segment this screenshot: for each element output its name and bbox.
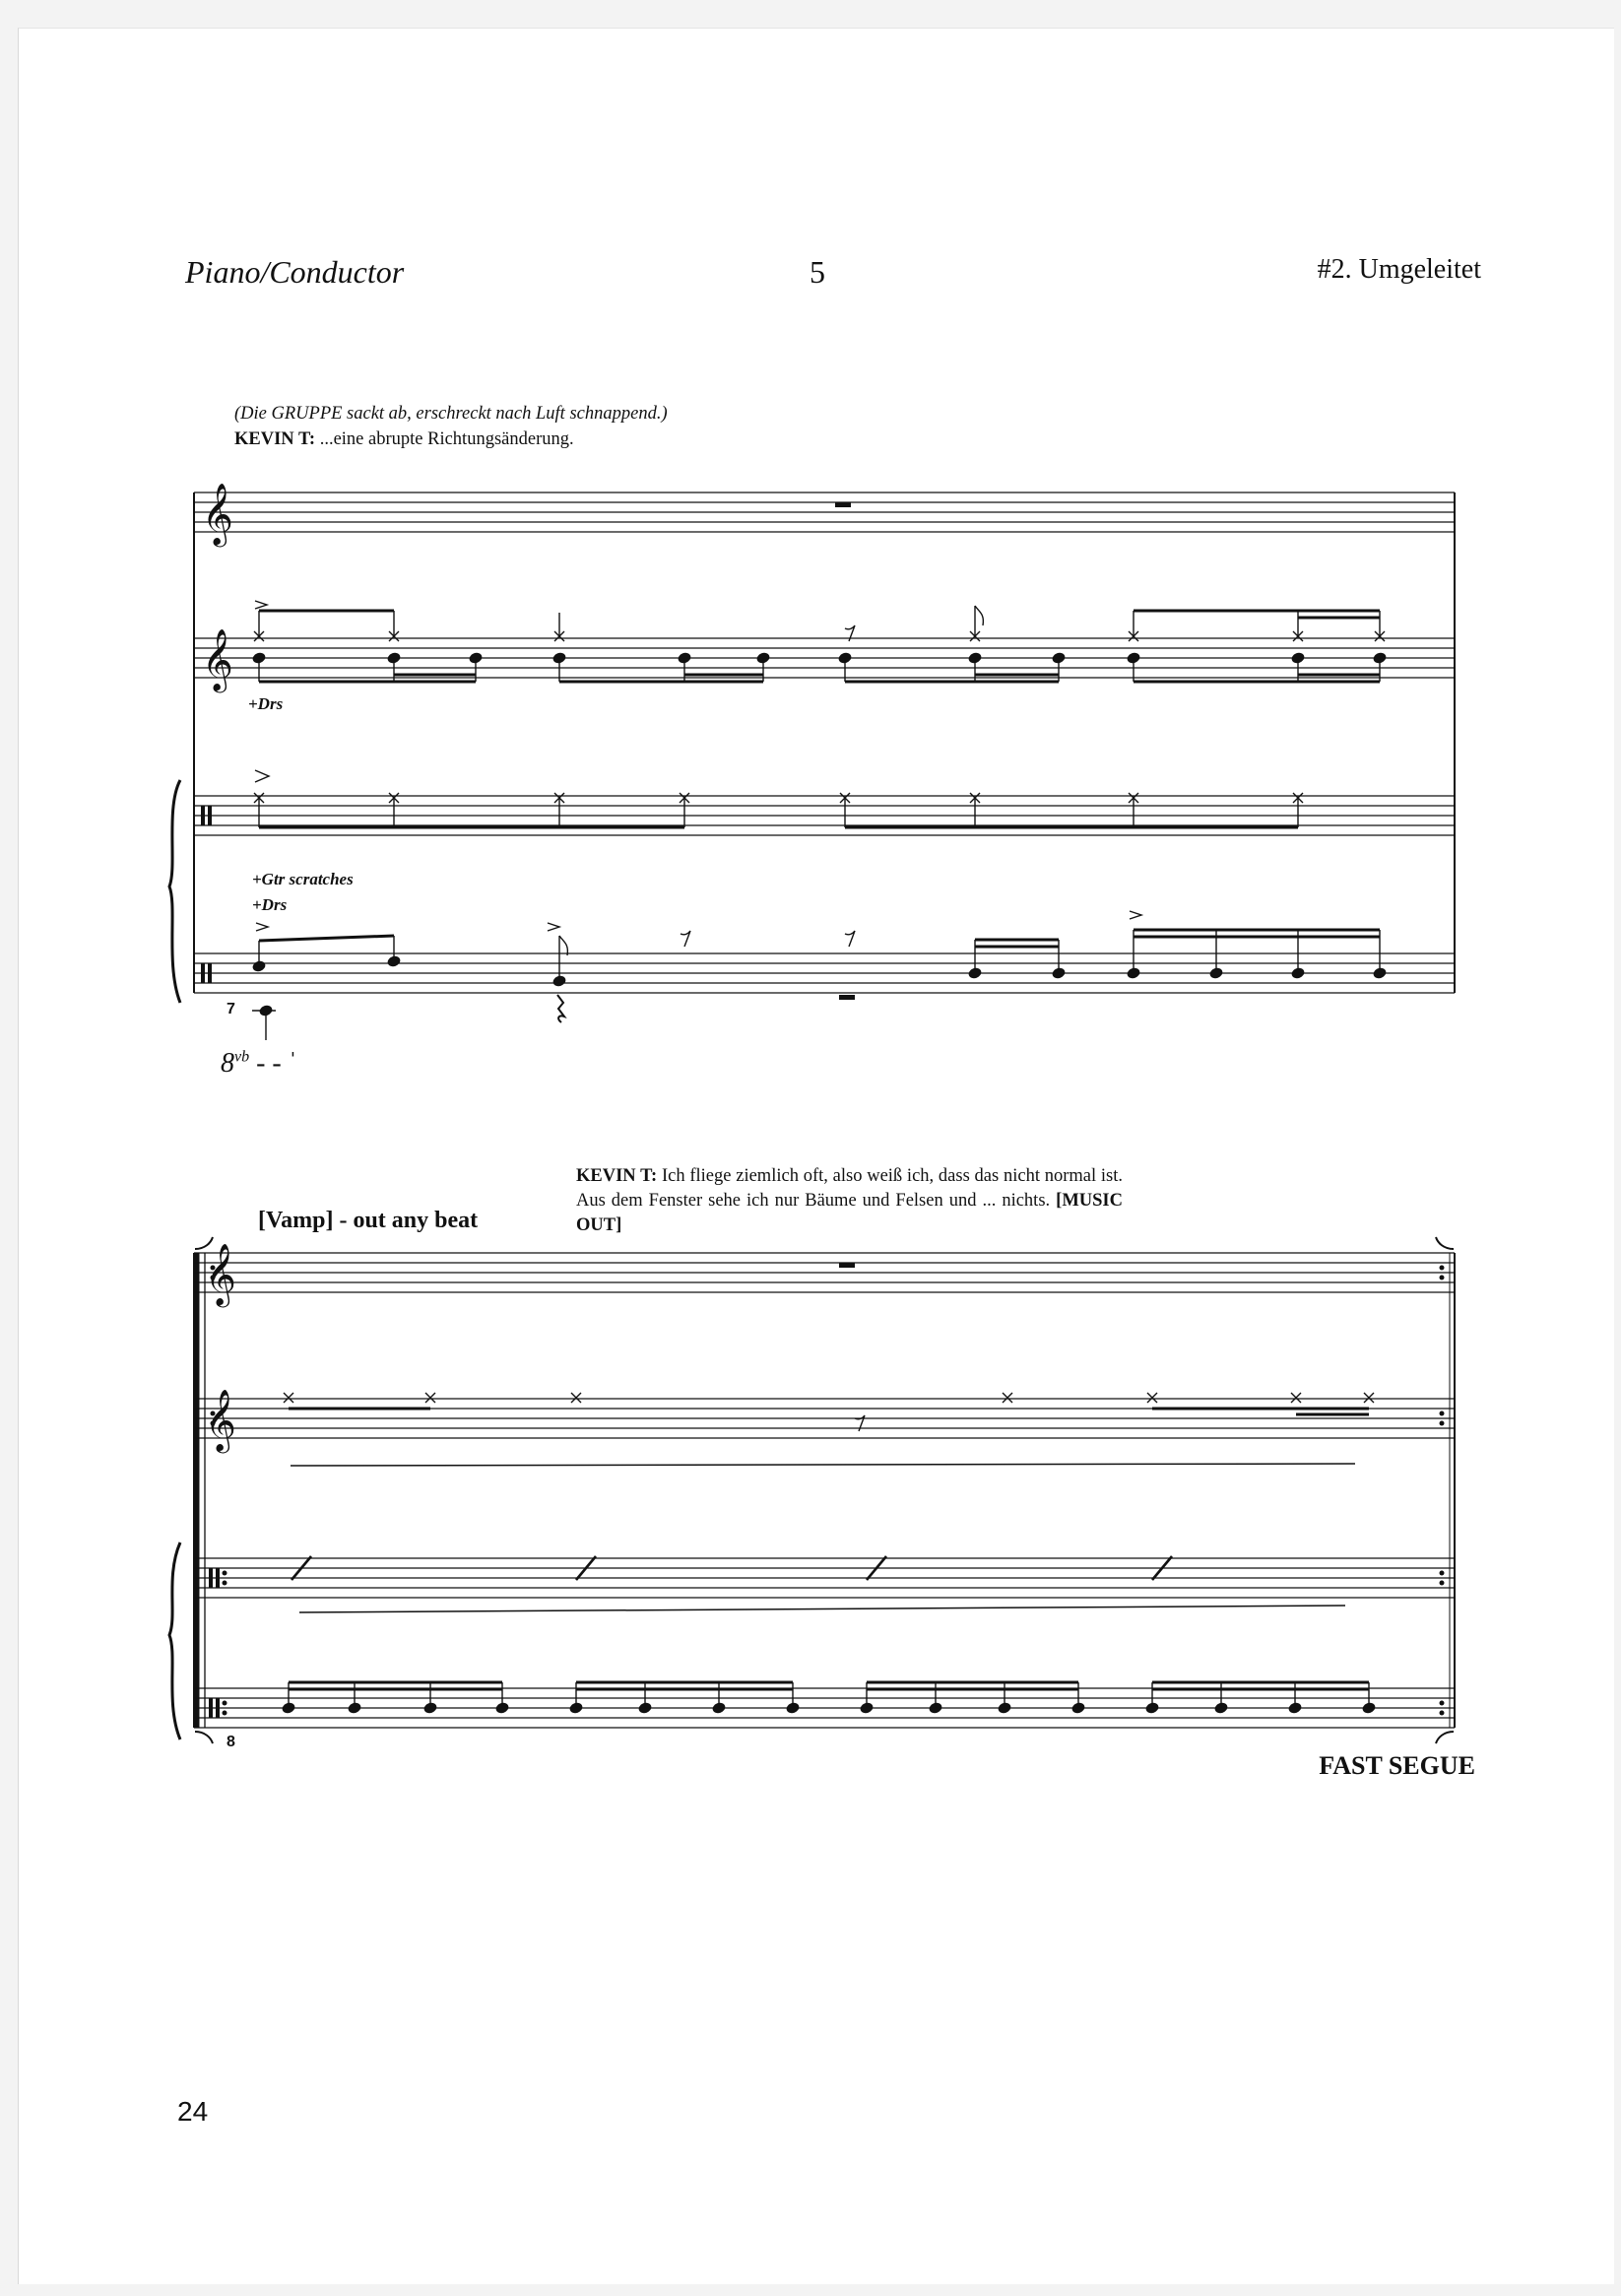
- music-cue: [MUSIC OUT]: [576, 1191, 1123, 1235]
- treble-clef-icon: 𝄞: [205, 1389, 236, 1451]
- treble-clef-icon: 𝄞: [202, 483, 233, 545]
- notehead: [1291, 967, 1305, 980]
- treble-clef-icon: 𝄞: [202, 628, 233, 690]
- notehead: [1052, 967, 1066, 980]
- staff-2-lines: [194, 638, 1455, 678]
- speaker-name: KEVIN T:: [576, 1166, 658, 1186]
- part-title: Piano/Conductor: [185, 254, 405, 290]
- treble-clef-icon: 𝄞: [205, 1243, 236, 1305]
- guitar-instruction: +Gtr scratches: [252, 870, 354, 888]
- tempo-marking: [Vamp] - out any beat: [258, 1208, 479, 1233]
- page-number: 5: [810, 254, 825, 290]
- notehead: [1209, 967, 1223, 980]
- dialogue-text: ...eine abrupte Richtungsänderung.: [315, 429, 574, 449]
- notehead: [552, 975, 566, 988]
- measure-number: 7: [227, 1001, 235, 1017]
- ottava-vb: vb: [234, 1048, 250, 1066]
- drums-instruction-2: +Drs: [252, 895, 288, 914]
- book-page-number: 24: [177, 2096, 209, 2127]
- song-title: #2. Umgeleitet: [1317, 254, 1481, 285]
- dialogue-line-2: [576, 1164, 1123, 1238]
- ottava-8: 8: [221, 1048, 234, 1079]
- segue-marking: FAST SEGUE: [1319, 1751, 1475, 1780]
- dialogue-text: Ich fliege ziemlich oft, also weiß ich, dass das nicht normal ist. Aus dem Fenster sehe ich nur Bäume und Felsen und ... nichts.: [576, 1166, 1124, 1211]
- notehead: [252, 960, 266, 973]
- notehead: [1127, 967, 1140, 980]
- notehead: [968, 967, 982, 980]
- measure-number: 8: [227, 1734, 235, 1750]
- speaker-name: KEVIN T:: [234, 429, 316, 449]
- stage-direction: (Die GRUPPE sackt ab, erschreckt nach Luft schnappend.): [234, 404, 668, 424]
- ottava-marking: $8^{vb}$ - - ˈ: [221, 1048, 298, 1079]
- dialogue-line-1: [234, 429, 574, 450]
- staff-1-lines: [194, 492, 1455, 532]
- notehead: [259, 1005, 273, 1017]
- notehead: [387, 955, 401, 968]
- drums-instruction: +Drs: [248, 694, 284, 713]
- notehead: [1373, 967, 1387, 980]
